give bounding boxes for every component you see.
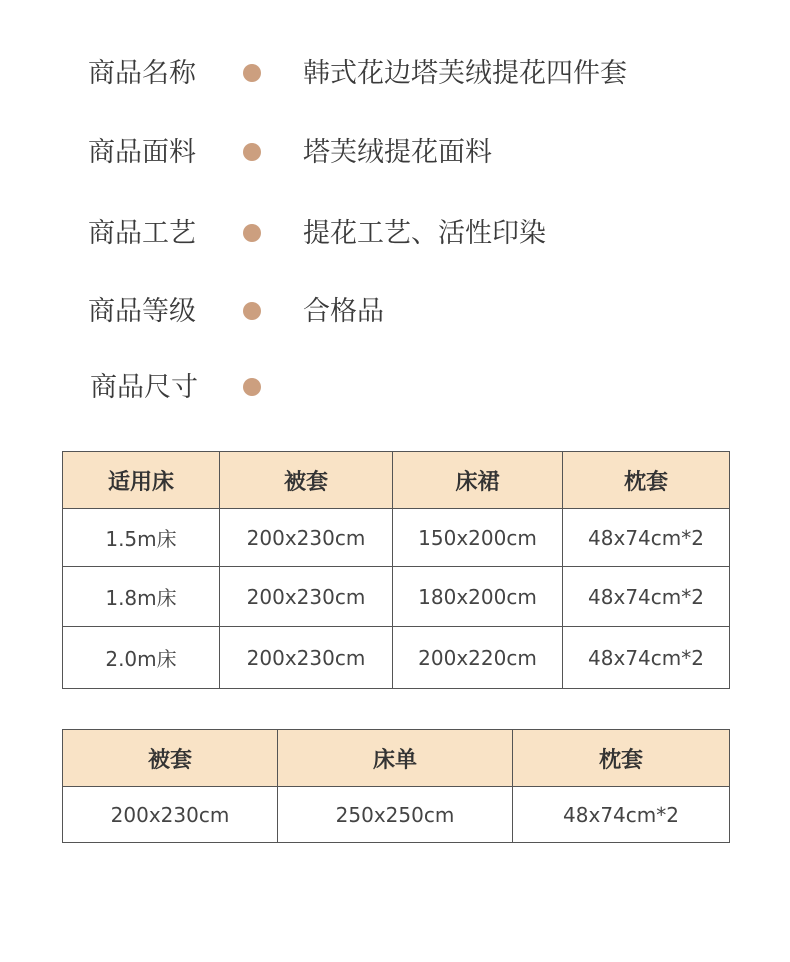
spec-value: 提花工艺、活性印染: [303, 218, 546, 249]
spec-row-craft: [0, 213, 790, 253]
table-cell: 250x250cm: [278, 787, 513, 843]
spec-value: 韩式花边塔芙绒提花四件套: [303, 58, 627, 89]
spec-row-grade: [0, 291, 790, 331]
spec-label: 商品尺寸: [90, 372, 198, 403]
table-header-cell: 适用床: [63, 452, 220, 509]
spec-label: 商品名称: [88, 58, 196, 89]
bullet-dot-icon: [243, 378, 261, 396]
table-cell: 48x74cm*2: [563, 627, 730, 689]
spec-label: 商品等级: [88, 296, 196, 327]
table-header-cell: 枕套: [563, 452, 730, 509]
table-header-cell: 被套: [63, 730, 278, 787]
table-cell: 150x200cm: [393, 509, 563, 567]
table-header-cell: 被套: [220, 452, 393, 509]
spec-row-size: [0, 367, 790, 407]
spec-row-name: [0, 53, 790, 93]
table-row: [63, 787, 730, 843]
spec-row-fabric: [0, 132, 790, 172]
table-cell: 1.8m床: [63, 567, 220, 627]
table-cell: 48x74cm*2: [563, 509, 730, 567]
size-table-bed: [62, 451, 730, 689]
table-cell: 200x230cm: [220, 509, 393, 567]
table-header-row: [63, 452, 730, 509]
table-header-cell: 床单: [278, 730, 513, 787]
spec-value: 塔芙绒提花面料: [303, 137, 492, 168]
spec-label: 商品工艺: [88, 218, 196, 249]
bullet-dot-icon: [243, 224, 261, 242]
spec-label: 商品面料: [88, 137, 196, 168]
table-cell: 48x74cm*2: [563, 567, 730, 627]
table-cell: 200x230cm: [220, 567, 393, 627]
table-row: [63, 509, 730, 567]
table-row: [63, 567, 730, 627]
table-cell: 180x200cm: [393, 567, 563, 627]
size-table-sheet: [62, 729, 730, 843]
table-cell: 200x230cm: [63, 787, 278, 843]
bullet-dot-icon: [243, 302, 261, 320]
table-cell: 2.0m床: [63, 627, 220, 689]
table-header-cell: 枕套: [513, 730, 730, 787]
table-header-row: [63, 730, 730, 787]
table-cell: 200x230cm: [220, 627, 393, 689]
table-row: [63, 627, 730, 689]
table-cell: 200x220cm: [393, 627, 563, 689]
table-header-cell: 床裙: [393, 452, 563, 509]
bullet-dot-icon: [243, 143, 261, 161]
spec-value: 合格品: [303, 296, 384, 327]
table-cell: 48x74cm*2: [513, 787, 730, 843]
bullet-dot-icon: [243, 64, 261, 82]
table-cell: 1.5m床: [63, 509, 220, 567]
